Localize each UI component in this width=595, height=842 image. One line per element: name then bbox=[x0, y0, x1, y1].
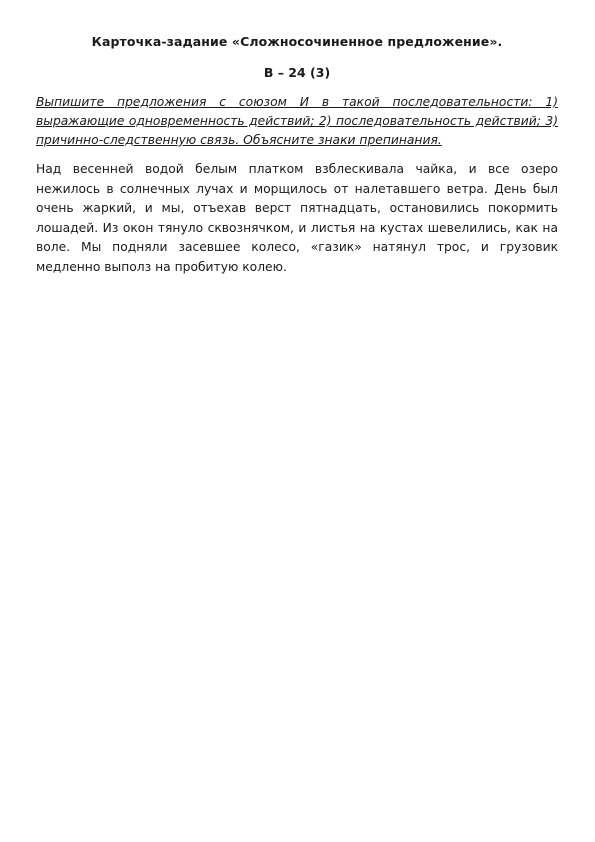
task-instruction: Выпишите предложения с союзом И в такой последовательности: 1) выражающие одновременность действий; 2) последовательность действий; 3) причинно-следственную связь. Объясните знаки препинания. bbox=[36, 95, 558, 147]
exercise-text: Над весенней водой белым платком взблескивала чайка, и все озеро нежилось в солнечных лучах и морщилось от налетавшего ветра. День был очень жаркий, и мы, отъехав верст пятнадцать, остановились покормить лошадей. Из окон тянуло сквознячком, и листья на кустах шевелились, как на воле. Мы подняли засевшее колесо, «газик» натянул трос, и грузовик медленно выполз на пробитую колею. bbox=[36, 162, 558, 274]
variant-number: В – 24 (3) bbox=[263, 65, 331, 80]
card-title: Карточка-задание «Сложносочиненное предложение». bbox=[91, 34, 503, 49]
document-page bbox=[36, 34, 558, 277]
